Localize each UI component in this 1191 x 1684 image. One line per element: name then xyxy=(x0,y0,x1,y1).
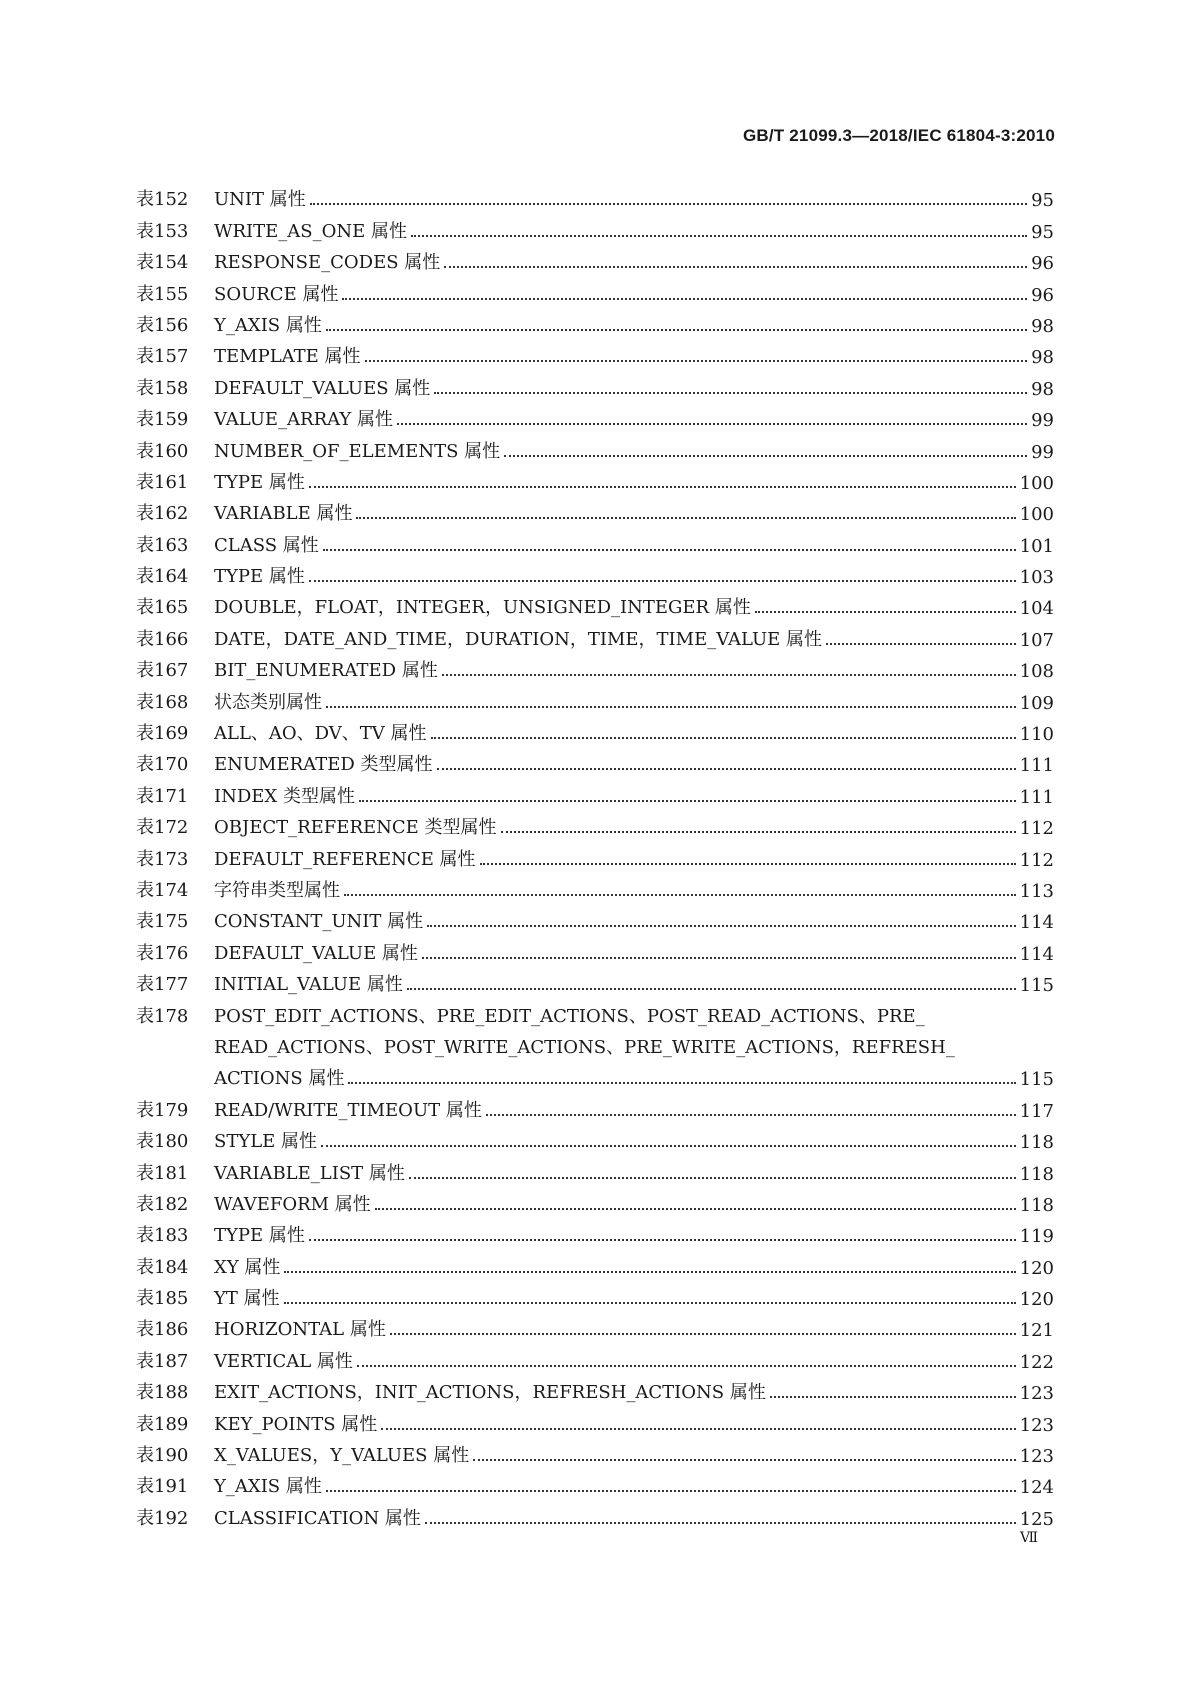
toc-entry-title: YT 属性 xyxy=(214,1288,280,1310)
toc-entry-page: 123 xyxy=(1019,1383,1054,1405)
toc-entry-label: 表153 xyxy=(136,220,189,242)
toc-entry-page: 104 xyxy=(1019,598,1054,620)
toc-entry[interactable] xyxy=(136,1216,1054,1247)
toc-entry-page: 121 xyxy=(1019,1320,1054,1342)
toc-entry-title: STYLE 属性 xyxy=(214,1131,318,1153)
toc-entry-label: 表183 xyxy=(136,1225,189,1247)
dot-leader xyxy=(357,1365,1016,1367)
toc-entry-label: 表164 xyxy=(136,566,189,588)
dot-leader xyxy=(755,611,1016,613)
dot-leader xyxy=(390,1333,1016,1335)
toc-entry[interactable] xyxy=(136,965,1054,996)
toc-entry-page: 98 xyxy=(1031,378,1054,400)
toc-entry-line xyxy=(136,1059,1054,1090)
toc-entry[interactable] xyxy=(136,494,1054,525)
toc-entry-title: VERTICAL 属性 xyxy=(214,1350,353,1372)
toc-entry-label: 表169 xyxy=(136,723,189,745)
toc-entry[interactable] xyxy=(136,651,1054,682)
toc-entry-title: NUMBER_OF_ELEMENTS 属性 xyxy=(214,440,501,462)
toc-entry-page: 120 xyxy=(1019,1289,1054,1311)
dot-leader xyxy=(348,1082,1015,1084)
toc-entry-page: 101 xyxy=(1019,535,1054,557)
dot-leader xyxy=(480,863,1016,865)
dot-leader xyxy=(422,957,1016,959)
toc-entry[interactable] xyxy=(136,1279,1054,1310)
dot-leader xyxy=(365,360,1028,362)
toc-entry-title: Y_AXIS 属性 xyxy=(214,1476,322,1498)
toc-entry[interactable] xyxy=(136,274,1054,305)
toc-entry-label: 表168 xyxy=(136,691,189,713)
toc-entry-page: 99 xyxy=(1031,410,1054,432)
toc-list xyxy=(136,180,1054,996)
toc-entry-title: VALUE_ARRAY 属性 xyxy=(214,409,394,431)
dot-leader xyxy=(326,706,1016,708)
toc-entry[interactable] xyxy=(136,243,1054,274)
toc-entry-title: CLASS 属性 xyxy=(214,534,319,556)
toc-entry[interactable] xyxy=(136,180,1054,211)
toc-entry[interactable] xyxy=(136,1310,1054,1341)
toc-entry[interactable] xyxy=(136,1373,1054,1404)
dot-leader xyxy=(323,549,1016,551)
toc-entry-label: 表154 xyxy=(136,252,189,274)
toc-entry-page: 98 xyxy=(1031,347,1054,369)
dot-leader xyxy=(431,737,1016,739)
toc-entry-page: 98 xyxy=(1031,315,1054,337)
dot-leader xyxy=(326,329,1027,331)
toc-entry[interactable] xyxy=(136,776,1054,807)
dot-leader xyxy=(342,298,1027,300)
toc-entry-title: TYPE 属性 xyxy=(214,566,305,588)
toc-entry-page: 114 xyxy=(1019,943,1054,965)
toc-entry-page: 118 xyxy=(1019,1194,1054,1216)
toc-entry-page: 99 xyxy=(1031,441,1054,463)
dot-leader xyxy=(397,423,1027,425)
toc-entry-page: 125 xyxy=(1019,1508,1054,1530)
toc-entry-title: INITIAL_VALUE 属性 xyxy=(214,974,403,996)
page-number: Ⅶ xyxy=(1020,1530,1039,1546)
toc-entry-label: 表175 xyxy=(136,911,189,933)
toc-entry[interactable] xyxy=(136,306,1054,337)
toc-entry-title: XY 属性 xyxy=(214,1256,281,1278)
dot-leader xyxy=(309,486,1016,488)
toc-entry-title: DEFAULT_VALUES 属性 xyxy=(214,377,431,399)
toc-entry-page: 117 xyxy=(1019,1100,1054,1122)
toc-entry-title: WAVEFORM 属性 xyxy=(214,1193,371,1215)
dot-leader xyxy=(409,1177,1016,1179)
toc-entry[interactable] xyxy=(136,1122,1054,1153)
toc-entry-label: 表176 xyxy=(136,942,189,964)
toc-entry-label: 表156 xyxy=(136,314,189,336)
toc-entry-label: 表152 xyxy=(136,189,189,211)
toc-entry-label: 表181 xyxy=(136,1162,189,1184)
dot-leader xyxy=(359,800,1016,802)
toc-entry-label: 表191 xyxy=(136,1476,189,1498)
toc-entry-label: 表186 xyxy=(136,1319,189,1341)
dot-leader xyxy=(425,1522,1016,1524)
toc-entry-label: 表177 xyxy=(136,974,189,996)
document-header: GB/T 21099.3—2018/IEC 61804-3:2010 xyxy=(742,126,1055,145)
toc-entry-label: 表159 xyxy=(136,409,189,431)
toc-entry-label: 表178 xyxy=(136,1005,189,1027)
toc-entry-label: 表161 xyxy=(136,471,189,493)
toc-entry[interactable] xyxy=(136,337,1054,368)
toc-entry-page: 110 xyxy=(1019,724,1054,746)
table-of-contents xyxy=(136,180,1054,1530)
toc-entry-page: 114 xyxy=(1019,912,1054,934)
toc-entry-title: RESPONSE_CODES 属性 xyxy=(214,252,441,274)
toc-entry-title: READ_ACTIONS、POST_WRITE_ACTIONS、PRE_WRITE_ACTIONS，REFRESH_ xyxy=(214,1036,955,1058)
toc-entry[interactable] xyxy=(136,902,1054,933)
toc-entry-title: BIT_ENUMERATED 属性 xyxy=(214,660,438,682)
toc-entry-label: 表171 xyxy=(136,785,189,807)
toc-entry-label: 表157 xyxy=(136,346,189,368)
toc-entry[interactable] xyxy=(136,1090,1054,1121)
toc-entry-page: 118 xyxy=(1019,1132,1054,1154)
toc-entry[interactable] xyxy=(136,211,1054,242)
toc-entry-page: 95 xyxy=(1031,221,1054,243)
toc-entry-label: 表158 xyxy=(136,377,189,399)
toc-entry-page: 124 xyxy=(1019,1477,1054,1499)
dot-leader xyxy=(284,1271,1015,1273)
toc-entry-label: 表172 xyxy=(136,817,189,839)
dot-leader xyxy=(326,1490,1016,1492)
toc-entry-page: 111 xyxy=(1019,755,1054,777)
toc-entry-title: DATE，DATE_AND_TIME，DURATION，TIME，TIME_VALUE 属性 xyxy=(214,628,822,650)
dot-leader xyxy=(442,674,1016,676)
toc-entry-page: 115 xyxy=(1019,975,1054,997)
toc-entry-title: POST_EDIT_ACTIONS、PRE_EDIT_ACTIONS、POST_READ_ACTIONS、PRE_ xyxy=(214,1005,925,1027)
toc-entry-page: 107 xyxy=(1019,629,1054,651)
toc-entry[interactable] xyxy=(136,400,1054,431)
toc-entry-page: 96 xyxy=(1031,284,1054,306)
toc-entry[interactable] xyxy=(136,839,1054,870)
toc-entry[interactable] xyxy=(136,1153,1054,1184)
toc-entry-page: 96 xyxy=(1031,253,1054,275)
dot-leader xyxy=(310,203,1027,205)
toc-entry-label: 表179 xyxy=(136,1099,189,1121)
toc-entry-label: 表166 xyxy=(136,628,189,650)
toc-entry-page: 113 xyxy=(1019,880,1054,902)
toc-entry-line xyxy=(136,1028,1054,1059)
toc-entry-page: 115 xyxy=(1019,1069,1054,1091)
toc-entry-label: 表163 xyxy=(136,534,189,556)
toc-entry-title: OBJECT_REFERENCE 类型属性 xyxy=(214,817,497,839)
toc-entry-page: 100 xyxy=(1019,472,1054,494)
toc-entry[interactable] xyxy=(136,1436,1054,1467)
dot-leader xyxy=(344,894,1016,896)
toc-entry-title: DEFAULT_REFERENCE 属性 xyxy=(214,848,476,870)
toc-entry-page: 95 xyxy=(1031,190,1054,212)
toc-entry-multiline[interactable] xyxy=(136,996,1054,1090)
toc-entry[interactable] xyxy=(136,463,1054,494)
dot-leader xyxy=(284,1302,1016,1304)
dot-leader xyxy=(486,1114,1016,1116)
toc-entry-label: 表180 xyxy=(136,1131,189,1153)
toc-list xyxy=(136,1090,1054,1529)
toc-entry-title: KEY_POINTS 属性 xyxy=(214,1413,378,1435)
toc-entry[interactable] xyxy=(136,1341,1054,1372)
toc-entry-label: 表174 xyxy=(136,879,189,901)
dot-leader xyxy=(381,1428,1015,1430)
toc-entry-page: 109 xyxy=(1019,692,1054,714)
dot-leader xyxy=(473,1459,1015,1461)
toc-entry[interactable] xyxy=(136,871,1054,902)
toc-entry-title: READ/WRITE_TIMEOUT 属性 xyxy=(214,1099,482,1121)
toc-entry[interactable] xyxy=(136,933,1054,964)
toc-entry-page: 122 xyxy=(1019,1351,1054,1373)
toc-entry-label: 表165 xyxy=(136,597,189,619)
toc-entry-page: 123 xyxy=(1019,1414,1054,1436)
toc-entry[interactable] xyxy=(136,1247,1054,1278)
toc-entry-page: 120 xyxy=(1019,1257,1054,1279)
toc-entry-label: 表155 xyxy=(136,283,189,305)
toc-entry-title: EXIT_ACTIONS，INIT_ACTIONS，REFRESH_ACTIONS 属性 xyxy=(214,1382,766,1404)
toc-entry-label: 表192 xyxy=(136,1507,189,1529)
dot-leader xyxy=(501,831,1016,833)
dot-leader xyxy=(321,1145,1016,1147)
toc-entry[interactable] xyxy=(136,619,1054,650)
toc-entry-title: DEFAULT_VALUE 属性 xyxy=(214,942,418,964)
toc-entry[interactable] xyxy=(136,557,1054,588)
toc-entry[interactable] xyxy=(136,745,1054,776)
toc-entry-title: WRITE_AS_ONE 属性 xyxy=(214,220,408,242)
dot-leader xyxy=(375,1208,1016,1210)
toc-entry-title: CONSTANT_UNIT 属性 xyxy=(214,911,424,933)
toc-entry-title: ALL、AO、DV、TV 属性 xyxy=(214,723,427,745)
toc-entry-title: ACTIONS 属性 xyxy=(214,1068,345,1090)
toc-entry-title: HORIZONTAL 属性 xyxy=(214,1319,386,1341)
toc-entry-page: 112 xyxy=(1019,849,1054,871)
toc-entry-title: 状态类别属性 xyxy=(214,691,322,713)
toc-entry-title: TEMPLATE 属性 xyxy=(214,346,361,368)
dot-leader xyxy=(356,517,1015,519)
toc-entry-page: 111 xyxy=(1019,786,1054,808)
toc-entry[interactable] xyxy=(136,525,1054,556)
toc-entry-label: 表187 xyxy=(136,1350,189,1372)
dot-leader xyxy=(437,768,1016,770)
dot-leader xyxy=(407,988,1016,990)
toc-entry[interactable] xyxy=(136,368,1054,399)
dot-leader xyxy=(826,643,1016,645)
toc-entry-label: 表184 xyxy=(136,1256,189,1278)
toc-entry-page: 112 xyxy=(1019,818,1054,840)
toc-entry-page: 119 xyxy=(1019,1226,1054,1248)
dot-leader xyxy=(309,1239,1016,1241)
toc-entry-label: 表190 xyxy=(136,1445,189,1467)
dot-leader xyxy=(434,392,1027,394)
toc-entry-label: 表188 xyxy=(136,1382,189,1404)
dot-leader xyxy=(309,580,1016,582)
toc-entry-title: X_VALUES，Y_VALUES 属性 xyxy=(214,1445,470,1467)
toc-entry-title: Y_AXIS 属性 xyxy=(214,314,322,336)
dot-leader xyxy=(427,925,1015,927)
toc-entry-page: 100 xyxy=(1019,504,1054,526)
toc-entry-title: SOURCE 属性 xyxy=(214,283,339,305)
toc-entry-label: 表173 xyxy=(136,848,189,870)
toc-entry-page: 118 xyxy=(1019,1163,1054,1185)
toc-entry-label: 表185 xyxy=(136,1288,189,1310)
toc-entry-page: 103 xyxy=(1019,567,1054,589)
dot-leader xyxy=(770,1396,1016,1398)
toc-entry[interactable] xyxy=(136,682,1054,713)
toc-entry-label: 表160 xyxy=(136,440,189,462)
toc-entry-label: 表182 xyxy=(136,1193,189,1215)
toc-entry-title: VARIABLE_LIST 属性 xyxy=(214,1162,405,1184)
toc-entry-label: 表162 xyxy=(136,503,189,525)
toc-entry[interactable] xyxy=(136,1404,1054,1435)
dot-leader xyxy=(411,235,1027,237)
dot-leader xyxy=(444,266,1027,268)
toc-entry-label: 表167 xyxy=(136,660,189,682)
toc-entry-title: DOUBLE，FLOAT，INTEGER，UNSIGNED_INTEGER 属性 xyxy=(214,597,751,619)
toc-entry-title: INDEX 类型属性 xyxy=(214,785,355,807)
toc-entry[interactable] xyxy=(136,1185,1054,1216)
toc-entry-page: 108 xyxy=(1019,661,1054,683)
toc-entry-title: VARIABLE 属性 xyxy=(214,503,353,525)
toc-entry[interactable] xyxy=(136,808,1054,839)
toc-entry-title: ENUMERATED 类型属性 xyxy=(214,754,433,776)
toc-entry-title: UNIT 属性 xyxy=(214,189,306,211)
toc-entry[interactable] xyxy=(136,1467,1054,1498)
toc-entry-line xyxy=(136,996,1054,1027)
toc-entry-title: CLASSIFICATION 属性 xyxy=(214,1507,421,1529)
toc-entry-page: 123 xyxy=(1019,1446,1054,1468)
toc-entry[interactable] xyxy=(136,714,1054,745)
toc-entry[interactable] xyxy=(136,431,1054,462)
dot-leader xyxy=(504,455,1027,457)
toc-entry-title: TYPE 属性 xyxy=(214,1225,305,1247)
toc-entry-title: TYPE 属性 xyxy=(214,471,305,493)
toc-entry[interactable] xyxy=(136,588,1054,619)
toc-entry-label: 表170 xyxy=(136,754,189,776)
toc-entry-label: 表189 xyxy=(136,1413,189,1435)
toc-entry[interactable] xyxy=(136,1498,1054,1529)
toc-entry-title: 字符串类型属性 xyxy=(214,879,340,901)
